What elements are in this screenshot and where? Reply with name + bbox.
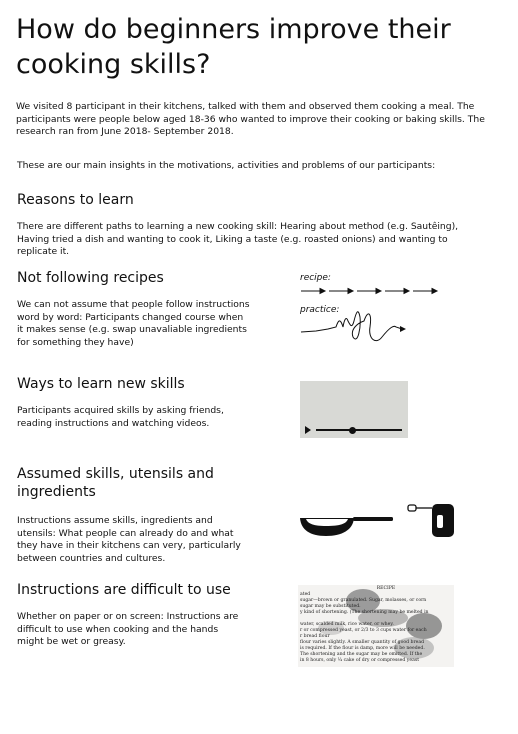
frying-pan-icon	[300, 517, 393, 536]
video-player[interactable]	[300, 381, 408, 438]
utensils-illustration	[298, 502, 458, 542]
section-text-not-following: We can not assume that people follow instructions word by word: Participants changed course when it makes sense (e.g. swap unavaliable ingredients for something they have)	[17, 299, 250, 348]
section-heading-ways: Ways to learn new skills	[17, 376, 185, 392]
section-heading-difficult: Instructions are difficult to use	[17, 582, 231, 598]
recipe-line: ated	[300, 592, 311, 597]
recipe-label: recipe:	[300, 273, 331, 283]
section-text-assumed: Instructions assume skills, ingredients and utensils: What people can already do and what they have in their kitchens can very, particularly between countries and cultures.	[17, 515, 241, 564]
section-heading-reasons: Reasons to learn	[17, 192, 134, 208]
hand-mixer-icon	[408, 504, 454, 537]
recipe-heading: RECIPE	[376, 586, 396, 591]
recipe-line: is required. If the flour is damp, more will be needed.	[300, 646, 425, 651]
recipe-line: r or compressed yeast, or 2/3 to 3 cups water for each	[300, 628, 427, 633]
section-text-difficult: Whether on paper or on screen: Instructions are difficult to use when cooking and the hands might be wet or greasy.	[17, 611, 239, 647]
recipe-vs-practice-diagram	[298, 283, 448, 373]
recipe-line: water, scalded milk, rice water, or whey.	[300, 622, 394, 627]
practice-label: practice:	[300, 305, 340, 315]
recipe-line: in 8 hours, only ¼ cake of dry or compressed yeast	[300, 658, 420, 663]
practice-scribble	[301, 312, 402, 341]
section-text-ways: Participants acquired skills by asking friends, reading instructions and watching videos.	[17, 405, 224, 429]
intro-paragraph: We visited 8 participant in their kitchens, talked with them and observed them cooking a meal. The participants were people below aged 18-36 who wanted to improve their cooking or baking skills. The research ran from June 2018- September 2018.	[16, 101, 485, 137]
recipe-line: r bread flour	[300, 634, 330, 639]
insights-lead: These are our main insights in the motivations, activities and problems of our participants:	[17, 160, 436, 171]
section-heading-assumed: Assumed skills, utensils and ingredients	[17, 466, 214, 500]
video-progress-handle[interactable]	[349, 427, 356, 434]
recipe-line: sugar may be substituted.	[300, 604, 361, 609]
play-icon[interactable]	[305, 426, 311, 434]
recipe-text-block	[300, 586, 452, 664]
recipe-line: y kind of shortening. (The shortening may be melted in	[300, 610, 429, 615]
recipe-line: sugar—brown or granulated. Sugar, molasses, or corn	[300, 598, 427, 603]
stained-recipe-image	[298, 585, 454, 667]
practice-arrowhead	[400, 326, 406, 332]
video-progress-track[interactable]	[316, 429, 402, 431]
section-text-reasons: There are different paths to learning a new cooking skill: Hearing about method (e.g. Sautêing), Having tried a dish and wanting to cook it, Liking a taste (e.g. roasted onions) and wanting to replicate it.	[17, 221, 459, 257]
recipe-arrows	[301, 289, 437, 294]
recipe-line: flour varies slightly. A smaller quantity of good bread	[300, 640, 425, 645]
page-title: How do beginners improve their cooking skills?	[16, 14, 451, 80]
recipe-line: The shortening and the sugar may be omitted. If the	[300, 652, 423, 657]
section-heading-not-following: Not following recipes	[17, 270, 164, 286]
